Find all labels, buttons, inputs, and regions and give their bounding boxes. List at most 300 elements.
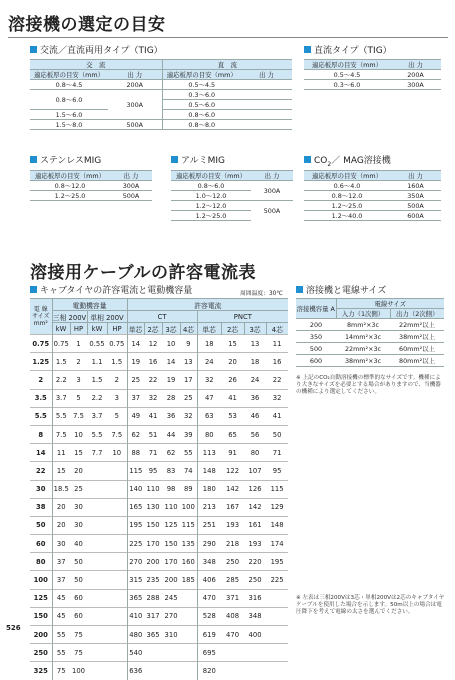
value-cell [87,607,107,625]
table-row [30,371,288,389]
value-cell: 285 [221,571,244,589]
value-cell [180,626,197,644]
value-cell [107,553,127,571]
table-row [30,589,288,607]
value-cell: 220 [244,553,266,571]
dc-range: 0.5〜4.5 [162,80,241,90]
value-cell: 37 [52,571,70,589]
value-cell: 636 [127,662,144,680]
value-cell: 148 [266,516,288,534]
cabtire-footnote: ※ 左表は三相200Vは3芯・単相200Vは2芯のキャブタイヤケーブルを使用した場合を示します。50m以上の場合は電圧降下を考えて電線の太さを選んでください。 [296,595,445,616]
value-cell: 30 [52,535,70,553]
wire-size-cell: 30 [30,480,52,498]
value-cell: 2 [70,353,87,371]
col-output-ac: 出 力 [108,70,162,80]
value-cell: 150 [162,535,180,553]
table-row [30,335,288,353]
value-cell: 410 [127,607,144,625]
value-cell: 480 [127,626,144,644]
output-header: 出力（2次側） [390,309,444,319]
acdc-row [30,120,292,130]
value-cell: 225 [266,571,288,589]
sub-header-cell: kW [52,323,70,335]
dc-range: 0.8〜6.0 [162,110,241,120]
range-cell: 1.2〜25.0 [304,201,390,211]
value-cell: 2.2 [52,371,70,389]
value-cell: 126 [244,480,266,498]
output-cell: 300A [390,80,441,90]
value-cell: 95 [144,462,162,480]
value-cell: 619 [197,626,221,644]
sub-header-cell: 4芯 [180,323,197,335]
value-cell: 250 [244,571,266,589]
value-cell [107,498,127,516]
col-output-dc: 出 力 [241,70,292,80]
col-range-ac: 適応板厚の目安（mm） [30,70,108,80]
input-cell: 22mm²×3c [336,343,390,355]
value-cell: 167 [221,498,244,516]
value-cell [244,644,266,662]
value-cell [266,589,288,607]
dc-range: 0.3〜6.0 [162,90,241,100]
value-cell: 200 [162,571,180,589]
value-cell: 37 [127,389,144,407]
value-cell: 10 [70,425,87,443]
dc-tig-title-text: 直流タイプ（TIG） [314,46,392,56]
sub-header-cell: 単芯 [127,323,144,335]
dc-tig-table [304,59,441,90]
output-cell: 80mm²以上 [390,355,444,367]
value-cell: 408 [221,607,244,625]
value-cell [87,644,107,662]
wire-size-cell: 2 [30,371,52,389]
value-cell: 125 [162,516,180,534]
value-cell: 5.5 [87,425,107,443]
value-cell: 30 [70,498,87,516]
value-cell: 0.55 [87,335,107,353]
value-cell: 71 [144,444,162,462]
ac-output: 300A [108,90,162,120]
table-row [30,444,288,462]
value-cell [266,607,288,625]
wire-size-cell: 0.75 [30,335,52,353]
value-cell [87,480,107,498]
value-cell: 25 [127,371,144,389]
table-row [30,535,288,553]
value-cell [244,662,266,680]
wire-size-cell: 5.5 [30,407,52,425]
value-cell: 75 [52,662,70,680]
table-row [304,211,441,221]
value-cell: 288 [144,589,162,607]
dc-output [241,90,292,100]
value-cell [144,644,162,662]
wire-size-note: ※ 上記のCO₂自動溶接機の標準的なサイズです。機種により大きなサイズを必要とする場合がありますので、当機器の機種により選定してください。 [296,375,441,396]
value-cell: 25 [70,480,87,498]
table-row [30,389,288,407]
value-cell: 62 [162,444,180,462]
value-cell: 32 [180,407,197,425]
value-cell: 193 [244,535,266,553]
acdc-row [30,90,292,100]
output-cell: 600A [390,211,441,221]
square-bullet-icon [30,46,37,53]
value-cell [107,662,127,680]
dc-range: 0.8〜8.0 [162,120,241,130]
value-cell: 41 [266,407,288,425]
value-cell: 47 [197,389,221,407]
value-cell: 53 [221,407,244,425]
ac-range: 0.8〜6.0 [30,90,108,110]
value-cell: 1.5 [52,353,70,371]
value-cell: 5 [107,407,127,425]
value-cell: 22 [266,371,288,389]
range-cell: 0.5〜4.5 [304,70,390,80]
wire-size-header: 電線サイズ [336,299,444,309]
motor-capacity-header: 電動機容量 [52,299,127,311]
value-cell: 25 [180,389,197,407]
value-cell: 122 [221,462,244,480]
alumi-section-title [171,155,225,167]
value-cell: 348 [244,607,266,625]
value-cell: 142 [221,480,244,498]
value-cell: 15 [52,462,70,480]
col-range: 適応板厚の目安（mm） [171,171,251,181]
value-cell: 50 [70,553,87,571]
square-bullet-icon [30,156,37,163]
value-cell [87,589,107,607]
value-cell: 218 [221,535,244,553]
sub-header-cell: HP [107,323,127,335]
pnct-header: PNCT [197,311,288,323]
value-cell: 50 [70,571,87,589]
value-cell: 371 [221,589,244,607]
range-cell: 1.2〜40.0 [304,211,390,221]
value-cell: 91 [221,444,244,462]
table-row [171,181,293,191]
range-cell: 1.0〜12.0 [171,191,251,201]
range-cell: 0.8〜12.0 [304,191,390,201]
title-divider [8,37,448,38]
value-cell: 130 [144,498,162,516]
value-cell: 55 [180,444,197,462]
stainless-title-text: ステンレスMIG [40,156,102,166]
value-cell: 200 [144,553,162,571]
cabtire-table [30,298,288,680]
value-cell: 80 [244,444,266,462]
wire-size-cell: 1.25 [30,353,52,371]
value-cell [87,626,107,644]
value-cell [180,589,197,607]
value-cell: 142 [244,498,266,516]
value-cell: 36 [244,389,266,407]
col-range: 適応板厚の目安（mm） [30,171,110,181]
table-row [30,462,288,480]
dc-tig-section-title [304,45,392,57]
value-cell: 110 [162,498,180,516]
wire-size-header: 電 線 サイズ mm² [30,299,52,335]
value-cell: 316 [244,589,266,607]
output-cell: 300A [251,181,293,201]
value-cell: 528 [197,607,221,625]
table-row [30,626,288,644]
value-cell: 270 [127,553,144,571]
group-ac-header: 交 流 [30,60,162,70]
value-cell: 40 [70,535,87,553]
value-cell: 270 [162,607,180,625]
value-cell: 7.5 [70,407,87,425]
value-cell: 14 [162,353,180,371]
sub-header-cell: 3芯 [244,323,266,335]
acdc-table [30,59,292,130]
value-cell: 400 [244,626,266,644]
page-number: 526 [6,624,21,632]
value-cell [221,644,244,662]
value-cell [144,662,162,680]
dc-range: 0.5〜6.0 [162,100,241,110]
output-cell: 350A [390,191,441,201]
value-cell [180,644,197,662]
output-cell: 60mm²以上 [390,343,444,355]
table-row [296,355,444,367]
value-cell: 174 [266,535,288,553]
table-row [304,70,441,80]
value-cell: 129 [266,498,288,516]
value-cell: 251 [197,516,221,534]
alumi-table [171,170,293,221]
value-cell: 317 [144,607,162,625]
range-cell: 1.2〜25.0 [171,211,251,221]
value-cell: 165 [127,498,144,516]
value-cell [107,571,127,589]
value-cell: 32 [266,389,288,407]
range-cell: 1.2〜12.0 [171,201,251,211]
wire-title-text: 溶接機と電線サイズ [306,286,387,296]
group-dc-header: 直 流 [162,60,292,70]
cable-section-title: 溶接用ケーブルの許容電流表 [30,263,256,283]
value-cell: 5.5 [52,407,70,425]
wire-size-cell: 3.5 [30,389,52,407]
value-cell: 0.75 [52,335,70,353]
value-cell: 88 [127,444,144,462]
value-cell: 5 [70,389,87,407]
value-cell: 26 [221,371,244,389]
value-cell [266,626,288,644]
value-cell: 310 [162,626,180,644]
col-output: 出 力 [390,60,441,70]
value-cell: 16 [144,353,162,371]
value-cell: 185 [180,571,197,589]
input-cell: 14mm²×3c [336,331,390,343]
value-cell [162,662,180,680]
capacity-cell: 350 [296,331,336,343]
value-cell: 1.5 [87,371,107,389]
sub-header-cell: 単芯 [197,323,221,335]
value-cell: 225 [127,535,144,553]
value-cell: 365 [144,626,162,644]
value-cell: 3 [70,371,87,389]
ac-output: 500A [108,120,162,130]
value-cell [162,644,180,662]
value-cell: 315 [127,571,144,589]
capacity-cell: 600 [296,355,336,367]
value-cell: 22 [144,371,162,389]
table-row [30,498,288,516]
value-cell: 44 [162,425,180,443]
value-cell: 89 [180,480,197,498]
co2-table [304,170,441,221]
table-row [30,181,152,191]
sub-header-cell: 3芯 [162,323,180,335]
value-cell: 10 [107,444,127,462]
value-cell: 365 [127,589,144,607]
value-cell: 107 [244,462,266,480]
wire-size-table [296,298,444,367]
value-cell: 11 [266,335,288,353]
value-cell: 62 [127,425,144,443]
value-cell: 245 [162,589,180,607]
capacity-cell: 500 [296,343,336,355]
value-cell: 115 [127,462,144,480]
wire-size-cell: 80 [30,553,52,571]
col-output: 出 力 [110,171,152,181]
value-cell: 14 [127,335,144,353]
value-cell: 290 [197,535,221,553]
wire-size-cell: 14 [30,444,52,462]
table-row [30,353,288,371]
allowable-current-header: 許容電流 [127,299,288,311]
wire-size-cell: 200 [30,626,52,644]
value-cell: 55 [52,626,70,644]
co2-section-title [304,155,391,171]
ac-range: 1.5〜6.0 [30,110,108,120]
value-cell: 37 [52,553,70,571]
value-cell: 15 [70,444,87,462]
value-cell: 115 [266,480,288,498]
dc-output [241,80,292,90]
value-cell: 235 [144,571,162,589]
value-cell: 65 [221,425,244,443]
value-cell: 470 [221,626,244,644]
value-cell: 2.2 [87,389,107,407]
value-cell: 12 [144,335,162,353]
value-cell: 7.5 [52,425,70,443]
square-bullet-icon [30,286,37,293]
value-cell [266,644,288,662]
value-cell: 71 [266,444,288,462]
value-cell: 348 [197,553,221,571]
range-cell: 0.6〜4.0 [304,181,390,191]
value-cell: 10 [162,335,180,353]
table-row [30,662,288,680]
output-cell: 500A [251,201,293,221]
capacity-cell: 200 [296,319,336,331]
ac-output: 200A [108,80,162,90]
output-cell: 300A [110,181,152,191]
value-cell: 19 [162,371,180,389]
wire-size-cell: 150 [30,607,52,625]
value-cell: 170 [144,535,162,553]
sub-header-cell: kW [87,323,107,335]
acdc-section-title [30,45,163,57]
acdc-row [30,80,292,90]
value-cell [107,462,127,480]
wire-size-cell: 60 [30,535,52,553]
table-row [171,201,293,211]
table-row [30,191,152,201]
table-row [30,425,288,443]
ambient-temp-label: 周囲温度：30℃ [240,291,283,297]
table-row [296,331,444,343]
value-cell: 470 [197,589,221,607]
value-cell: 60 [70,607,87,625]
three-phase-header: 三相 200V [52,311,87,323]
square-bullet-icon [171,156,178,163]
value-cell: 213 [197,498,221,516]
value-cell: 95 [266,462,288,480]
value-cell: 3.7 [87,407,107,425]
table-row [30,644,288,662]
value-cell [107,535,127,553]
value-cell: 1.5 [107,353,127,371]
value-cell [107,480,127,498]
value-cell: 148 [197,462,221,480]
value-cell: 45 [52,607,70,625]
value-cell: 13 [180,353,197,371]
value-cell: 20 [221,353,244,371]
value-cell: 56 [244,425,266,443]
value-cell: 18 [197,335,221,353]
value-cell: 540 [127,644,144,662]
wire-size-cell: 250 [30,644,52,662]
table-row [296,319,444,331]
value-cell: 100 [180,498,197,516]
value-cell: 193 [221,516,244,534]
range-cell: 0.8〜12.0 [30,181,110,191]
value-cell: 28 [162,389,180,407]
value-cell: 41 [144,407,162,425]
table-row [304,181,441,191]
value-cell: 60 [70,589,87,607]
dc-output [241,110,292,120]
value-cell: 36 [162,407,180,425]
value-cell: 51 [144,425,162,443]
range-cell: 1.2〜25.0 [30,191,110,201]
value-cell: 7.5 [107,425,127,443]
page-title: 溶接機の選定の目安 [8,15,166,35]
ct-header: CT [127,311,197,323]
value-cell: 195 [266,553,288,571]
value-cell [87,553,107,571]
acdc-title-text: 交流／直流両用タイプ（TIG） [40,46,163,56]
output-cell: 200A [390,70,441,80]
co2-title-rest: ／ MAG溶接機 [331,156,391,166]
range-cell: 0.3〜6.0 [304,80,390,90]
value-cell: 46 [244,407,266,425]
value-cell: 63 [197,407,221,425]
col-range-dc: 適応板厚の目安（mm） [162,70,241,80]
value-cell: 140 [127,480,144,498]
value-cell [87,462,107,480]
cabtire-title-text: キャブタイヤの許容電流と電動機容量 [40,286,193,296]
value-cell: 20 [52,498,70,516]
table-row [30,607,288,625]
value-cell: 11 [52,444,70,462]
value-cell: 49 [127,407,144,425]
wire-size-cell: 325 [30,662,52,680]
value-cell: 32 [144,389,162,407]
table-row [30,571,288,589]
